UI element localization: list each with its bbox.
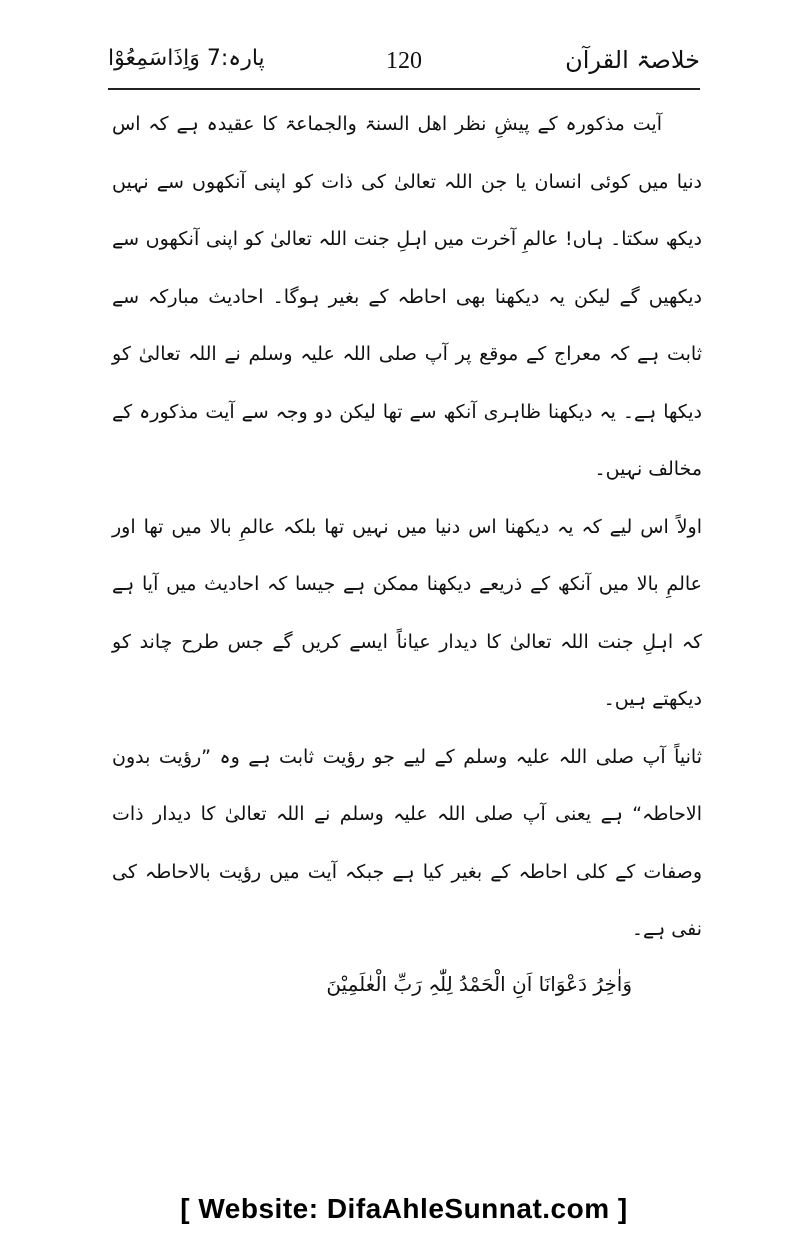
page-body [112,96,702,1009]
closing-dua: وَاٰخِرُ دَعْوَانَا اَنِ الْحَمْدُ لِلّٰہِ رَبِّ الْعٰلَمِیْنَ [326,971,632,996]
paragraph-3: ثانیاً آپ صلی اللہ علیہ وسلم کے لیے جو رؤیت ثابت ہے وہ ”رؤیت بدون الاحاطہ“ ہے یعنی آپ صلی اللہ علیہ وسلم نے اللہ تعالیٰ کا دیدار ذات وصفات کے کلی احاطہ کے بغیر کیا ہے جبکہ آیت میں رؤیت بالاحاطہ کی نفی ہے۔ [112,745,702,940]
page-header [108,42,700,82]
paragraph-2: اولاً اس لیے کہ یہ دیکھنا اس دنیا میں نہیں تھا بلکہ عالمِ بالا میں تھا اور عالمِ بالا میں آنکھ کے ذریعے دیکھنا ممکن ہے جیسا کہ احادیث میں آیا ہے کہ اہلِ جنت اللہ تعالیٰ کا دیدار عیاناً ایسے کریں گے جس طرح چاند کو دیکھتے ہیں۔ [112,515,702,710]
page-number: 120 [386,48,422,74]
website-footer: [ Website: DifaAhleSunnat.com ] [180,1193,628,1224]
part-label: پارہ:7 وَاِذَاسَمِعُوْا [108,46,265,71]
paragraph-1: آیت مذکورہ کے پیشِ نظر اھل السنۃ والجماعۃ کا عقیدہ ہے کہ اس دنیا میں کوئی انسان یا جن اللہ تعالیٰ کی ذات کو اپنی آنکھوں سے نہیں دیکھ سکتا۔ ہاں! عالمِ آخرت میں اہلِ جنت اللہ تعالیٰ کو اپنی آنکھوں سے دیکھیں گے لیکن یہ دیکھنا بھی احاطہ کے بغیر ہوگا۔ احادیث مبارکہ سے ثابت ہے کہ معراج کے موقع پر آپ صلی اللہ علیہ وسلم نے اللہ تعالیٰ کو دیکھا ہے۔ یہ دیکھنا ظاہری آنکھ سے تھا لیکن دو وجہ سے آیت مذکورہ کے مخالف نہیں۔ [112,113,702,480]
book-title: خلاصۃ القرآن [565,46,700,74]
header-divider [108,88,700,90]
